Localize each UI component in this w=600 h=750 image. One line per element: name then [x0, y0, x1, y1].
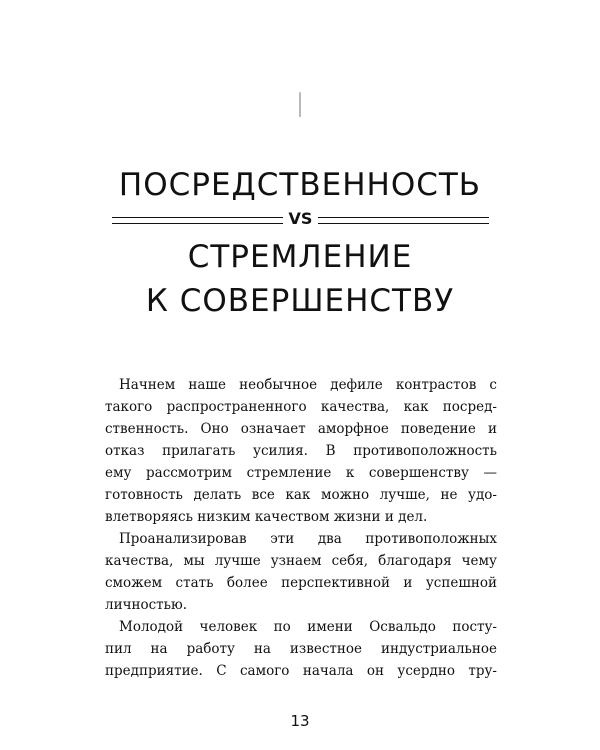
- body-line: такого распространенного качества, как посред-: [105, 399, 497, 415]
- body-line: личностью.: [105, 597, 188, 613]
- title-divider: [112, 207, 489, 233]
- body-line: влетворяясь низким качеством жизни и дел.: [105, 509, 428, 525]
- chapter-title-line-3: К СОВЕРШЕНСТВУ: [145, 283, 455, 319]
- body-line: пил на работу на известное индустриальное: [105, 641, 497, 657]
- divider-rule-right: [318, 217, 489, 224]
- divider-rule-left: [112, 217, 283, 224]
- body-line: Начнем наше необычное дефиле контрастов с: [119, 377, 497, 393]
- chapter-number: I: [298, 86, 302, 126]
- body-line: сможем стать более перспективной и успешной: [105, 575, 497, 591]
- body-line: отказ прилагать усилия. В противоположность: [105, 443, 497, 459]
- body-line: готовность делать все как можно лучше, не удо-: [105, 487, 497, 503]
- body-text: [105, 374, 497, 682]
- body-line: качества, мы лучше узнаем себя, благодаря чему: [105, 553, 497, 569]
- body-line: предприятие. С самого начала он усердно тру-: [105, 663, 497, 679]
- body-line: ственность. Оно означает аморфное поведение и: [105, 421, 497, 437]
- body-line: Молодой человек по имени Освальдо посту-: [119, 619, 497, 635]
- chapter-title-line-1: ПОСРЕДСТВЕННОСТЬ: [118, 167, 482, 203]
- page-number: 13: [290, 712, 310, 730]
- body-line: Проанализировав эти два противоположных: [119, 531, 497, 547]
- vs-label: VS: [288, 209, 313, 228]
- chapter-title-line-2: СТРЕМЛЕНИЕ: [187, 239, 413, 275]
- body-line: ему рассмотрим стремление к совершенству —: [105, 465, 497, 481]
